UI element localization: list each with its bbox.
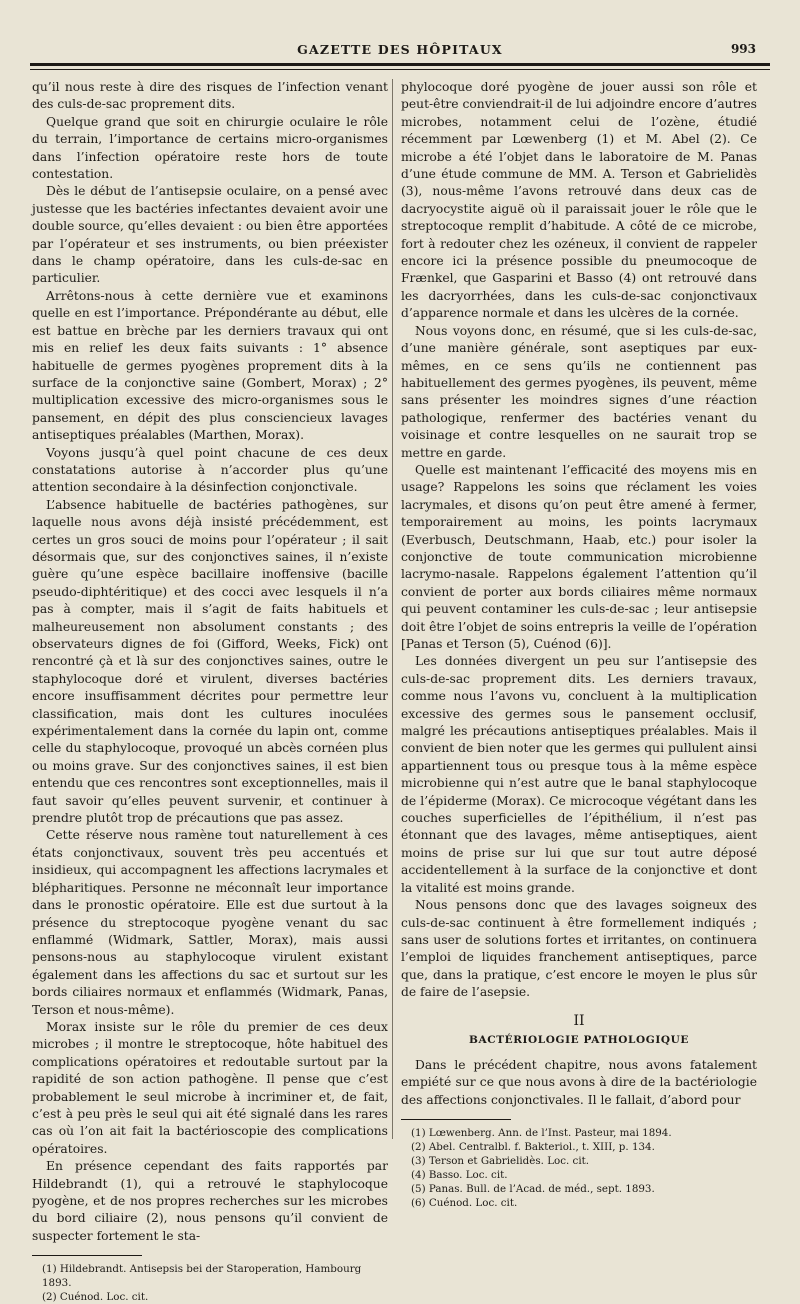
section-numeral: II xyxy=(573,1012,585,1029)
right-column xyxy=(401,79,757,1210)
footnote: (4) Basso. Loc. cit. xyxy=(411,1169,508,1182)
section-title: BACTÉRIOLOGIE PATHOLOGIQUE xyxy=(469,1033,689,1046)
footnote-rule xyxy=(401,1119,511,1120)
paragraph: phylocoque doré pyogène de jouer aussi son rôle et peut-être conviendrait-il de lui adjoindre encore d’autres microbes, notamment celui de l’ozène, étudié récemment par Lœwenberg (1) et M. Abel (2). Ce microbe a été l’objet dans le laboratoire de M. Panas d’une étude commune de MM. A. Terson et Gabrielidès (3), nous-même l’avons retrouvé dans deux cas de dacryocystite aiguë où il paraissait jouer le rôle que le streptocoque remplit d’habitude. A côté de ce microbe, fort à redouter chez les ozéneux, il convient de rappeler encore ici la présence possible du pneumocoque de Frænkel, que Gasparini et Basso (4) ont retrouvé dans les dacryorrhées, dans les culs-de-sac conjonctivaux d’apparence normale et dans les ulcères de la cornée. xyxy=(401,80,757,321)
footnote: (1) Lœwenberg. Ann. de l’Inst. Pasteur, mai 1894. xyxy=(411,1127,672,1140)
footnotes-right xyxy=(401,1126,757,1210)
paragraph: Les données divergent un peu sur l’antisepsie des culs-de-sac proprement dits. Les derniers travaux, comme nous l’avons vu, concluent à la multiplication excessive des germes sous le pansement occlusif, malgré les précautions antiseptiques préalables. Mais il convient de bien noter que les germes qui pullulent ainsi appartiennent tous ou presque tous à la même espèce microbienne qui n’est autre que le banal staphylocoque de l’épiderme (Morax). Ce microcoque végétant dans les couches superficielles de l’épithélium, il n’est pas étonnant que des lavages, même antiseptiques, aient moins de prise sur lui que sur tout autre déposé accidentellement à la surface de la conjonctive et dont la vitalité est moins grande. xyxy=(401,654,757,895)
paragraph: Morax insiste sur le rôle du premier de ces deux microbes ; il montre le streptocoque, hôte habituel des complications opératoires et redoutable surtout par la rapidité de son action pathogène. Il pense que c’est probablement le seul microbe à incriminer et, de fait, c’est à peu près le seul qui ait été signalé dans les rares cas où l’on ait fait la bactérioscopie des complications opératoires. xyxy=(32,1019,388,1156)
paragraph: Arrêtons-nous à cette dernière vue et examinons quelle en est l’importance. Prépondérante au début, elle est battue en brèche par les derniers travaux qui ont mis en relief les deux faits suivants : 1° absence habituelle de germes pyogènes proprement dits à la surface de la conjonctive saine (Gombert, Morax) ; 2° multiplication excessive des micro-organismes sous le pansement, en dépit des plus consciencieux lavages antiseptiques préalables (Marthen, Morax). xyxy=(32,288,388,443)
paragraph: Nous voyons donc, en résumé, que si les culs-de-sac, d’une manière générale, sont aseptiques par eux-mêmes, en ce sens qu’ils ne contiennent pas habituellement des germes pyogènes, ils peuvent, même sans présenter les moindres signes d’une réaction pathologique, renfermer des bactéries venant du voisinage et contre lesquelles on ne saurait trop se mettre en garde. xyxy=(401,323,757,460)
paragraph: Cette réserve nous ramène tout naturellement à ces états conjonctivaux, souvent très peu accentués et insidieux, qui accompagnent les affections lacrymales et blépharitiques. Personne ne méconnaît leur importance dans le pronostic opératoire. Elle est due surtout à la présence du streptocoque pyogène venant du sac enflammé (Widmark, Sattler, Morax), mais aussi pensons-nous au staphylocoque virulent existant également dans les affections du sac et surtout sur les bords ciliaires normaux et enflammés (Widmark, Panas, Terson et nous-même). xyxy=(32,828,388,1017)
column-separator xyxy=(392,79,393,1139)
footnote: (6) Cuénod. Loc. cit. xyxy=(411,1197,518,1210)
running-header xyxy=(30,38,770,62)
header-rule-thin xyxy=(30,69,770,70)
paragraph: Dans le précédent chapitre, nous avons fatalement empiété sur ce que nous avons à dire de la bactériologie des affections conjonctivales. Il le fallait, d’abord pour xyxy=(401,1057,757,1107)
paragraph: Quelque grand que soit en chirurgie oculaire le rôle du terrain, l’importance de certains micro-organismes dans l’infection opératoire reste hors de toute contestation. xyxy=(32,114,388,182)
footnotes-left xyxy=(32,1262,388,1304)
paragraph: En présence cependant des faits rapportés par Hildebrandt (1), qui a retrouvé le staphylocoque pyogène, et de nos propres recherches sur les microbes du bord ciliaire (2), nous pensons qu’il convient de suspecter fortement le sta- xyxy=(32,1159,388,1243)
paragraph: Nous pensons donc que des lavages soigneux des culs-de-sac continuent à être formellement indiqués ; sans user de solutions fortes et irritantes, on continuera l’emploi de liquides franchement antiseptiques, parce que, dans la pratique, c’est encore le moyen le plus sûr de faire de l’asepsie. xyxy=(401,898,757,1000)
page-number: 993 xyxy=(730,42,756,56)
left-column xyxy=(32,79,388,1304)
footnote: (2) Abel. Centralbl. f. Bakteriol., t. XIII, p. 134. xyxy=(411,1141,655,1154)
paragraph: Dès le début de l’antisepsie oculaire, on a pensé avec justesse que les bactéries infectantes devaient avoir une double source, qu’elles devaient : ou bien être apportées par l’opérateur et ses instruments, ou bien préexister dans le champ opératoire, dans les culs-de-sac en particulier. xyxy=(32,184,388,286)
journal-title: GAZETTE DES HÔPITAUX xyxy=(297,42,503,57)
footnote: (2) Cuénod. Loc. cit. xyxy=(42,1291,149,1304)
footnote: (1) Hildebrandt. Antisepsis bei der Staroperation, Hambourg 1893. xyxy=(42,1263,362,1290)
paragraph: Quelle est maintenant l’efficacité des moyens mis en usage? Rappelons les soins que réclament les voies lacrymales, et disons qu’on peut être amené à fermer, temporairement au moins, les points lacrymaux (Everbusch, Deutschmann, Haab, etc.) pour isoler la conjonctive de toute communication microbienne lacrymo-nasale. Rappelons également l’attention qu’il convient de porter aux bords ciliaires même normaux qui peuvent contaminer les culs-de-sac ; leur antisepsie doit être l’objet de soins entrepris la veille de l’opération [Panas et Terson (5), Cuénod (6)]. xyxy=(401,462,757,651)
paragraph: qu’il nous reste à dire des risques de l’infection venant des culs-de-sac proprement dits. xyxy=(32,80,388,112)
paragraph: Voyons jusqu’à quel point chacune de ces deux constatations autorise à n’accorder plus qu’une attention secondaire à la désinfection conjonctivale. xyxy=(32,445,388,495)
footnote: (3) Terson et Gabrielidès. Loc. cit. xyxy=(411,1155,590,1168)
header-rule-thick xyxy=(30,63,770,66)
footnote: (5) Panas. Bull. de l’Acad. de méd., sept. 1893. xyxy=(411,1183,655,1196)
paragraph: L’absence habituelle de bactéries pathogènes, sur laquelle nous avons déjà insisté précédemment, est certes un gros souci de moins pour l’opérateur ; il sait désormais que, sur des conjonctives saines, il n’existe guère qu’une espèce bacillaire inoffensive (bacille pseudo-diphtéritique) et des cocci avec lesquels il n’a pas à compter, mais il s’agit de faits habituels et malheureusement non absolument constants ; des observateurs dignes de foi (Gifford, Weeks, Fick) ont rencontré çà et là sur des conjonctives saines, outre le staphylocoque doré et virulent, diverses bactéries encore insuffisamment décrites pour permettre leur classification, mais dont les cultures inoculées expérimentalement dans la cornée du lapin ont, comme celle du staphylocoque, provoqué un abcès cornéen plus ou moins grave. Sur des conjonctives saines, il est bien entendu que ces rencontres sont exceptionnelles, mais il faut savoir qu’elles peuvent survenir, et continuer à prendre plutôt trop de précautions que pas assez. xyxy=(32,497,388,826)
footnote-rule xyxy=(32,1255,142,1256)
